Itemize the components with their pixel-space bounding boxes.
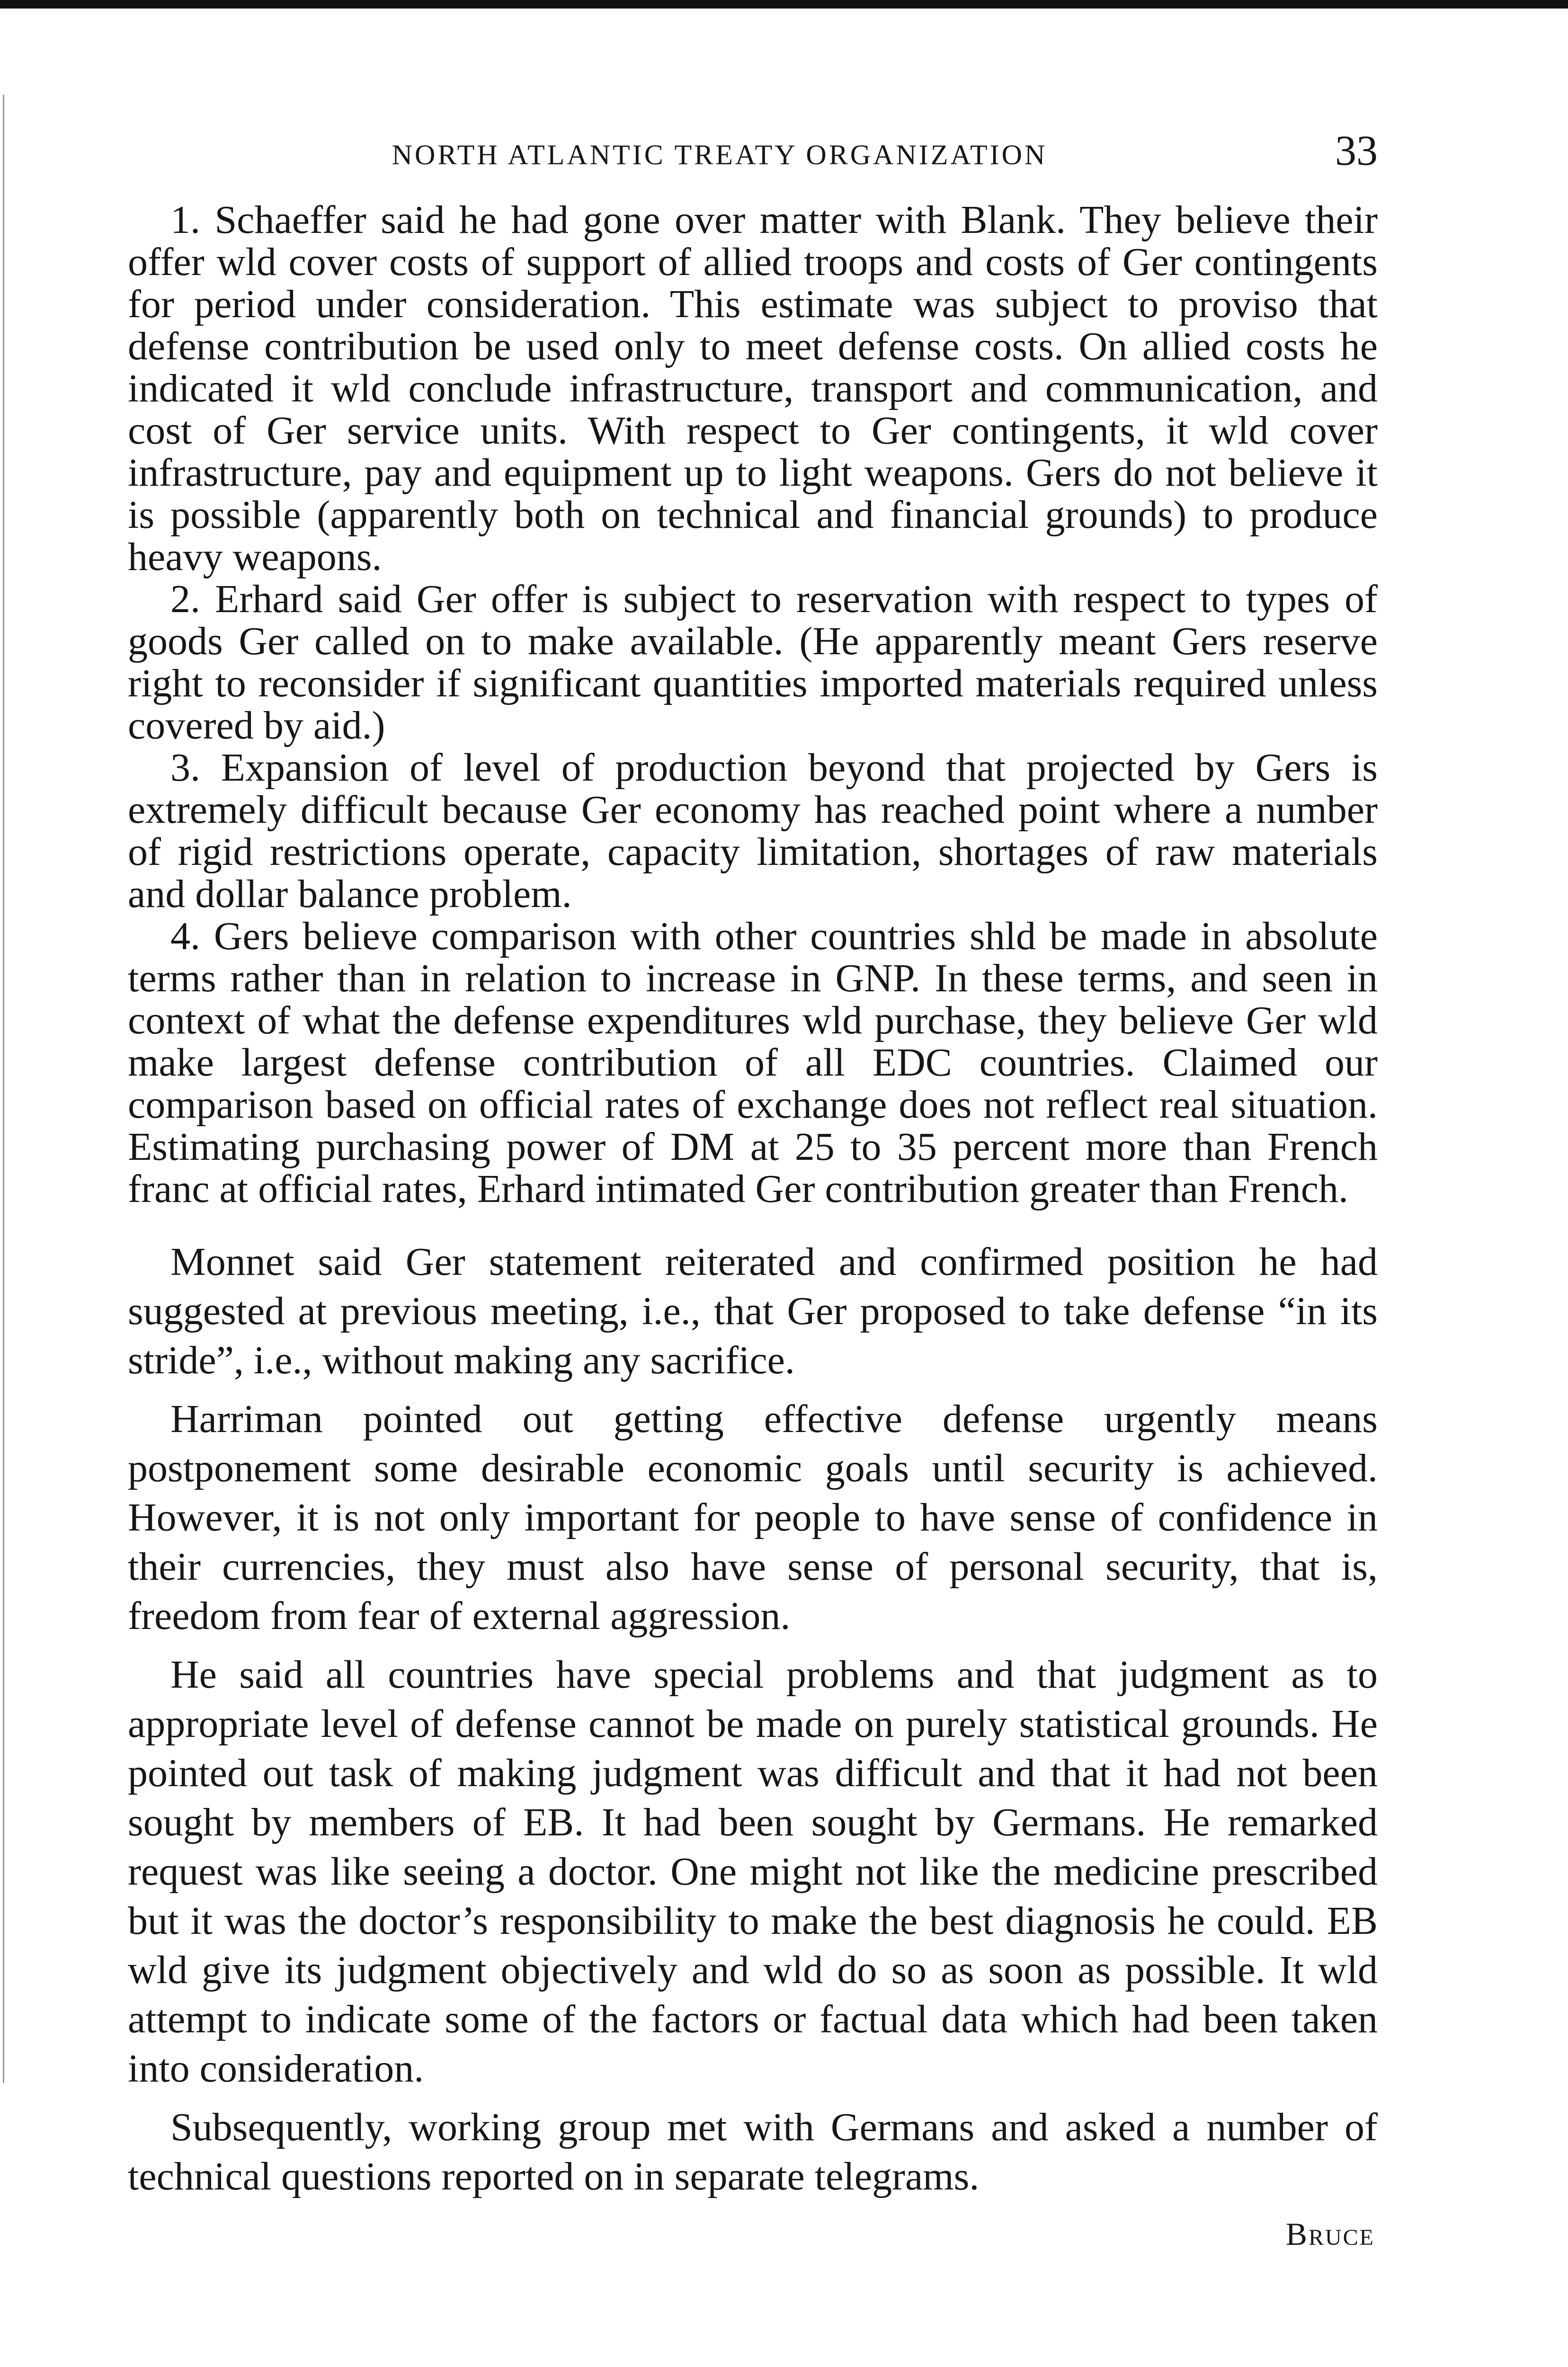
paragraph-item-3: 3. Expansion of level of production beyond that projected by Gers is extremely difficult because Ger economy has reached point where a number of rigid restrictions operate, capacity limitation, shortages of raw materials and dollar balance problem. — [128, 746, 1378, 916]
signature: Bruce — [1285, 2216, 1375, 2252]
top-border-rule — [0, 0, 1568, 9]
paragraph-item-2: 2. Erhard said Ger offer is subject to reservation with respect to types of goods Ger called on to make available. (He apparently meant Gers reserve right to reconsider if significant quantities imported materials required unless covered by aid.) — [128, 577, 1378, 747]
document-body — [128, 199, 1378, 2253]
page-left-edge — [3, 95, 4, 2083]
paragraph-monnet: Monnet said Ger statement reiterated and confirmed position he had suggested at previous meeting, i.e., that Ger proposed to take defense “in its stride”, i.e., without making any sacrifice. — [128, 1240, 1378, 1382]
paragraph-countries: He said all countries have special problems and that judgment as to appropriate level of defense cannot be made on purely statistical grounds. He pointed out task of making judgment was difficult and that it had not been sought by members of EB. It had been sought by Germans. He remarked request was like seeing a doctor. One might not like the medicine prescribed but it was the doctor’s responsibility to make the best diagnosis he could. EB wld give its judgment objectively and wld do so as soon as possible. It wld attempt to indicate some of the factors or factual data which had been taken into consideration. — [128, 1653, 1378, 2091]
paragraph-harriman: Harriman pointed out getting effective defense urgently means postponement some desirable economic goals until security is achieved. However, it is not only important for people to have sense of confidence in their currencies, they must also have sense of personal security, that is, freedom from fear of external aggression. — [128, 1397, 1378, 1638]
page-number: 33 — [1335, 127, 1378, 174]
paragraph-item-1: 1. Schaeffer said he had gone over matter with Blank. They believe their offer wld cover costs of support of allied troops and costs of Ger contingents for period under consideration. This estimate was subject to proviso that defense contribution be used only to meet defense costs. On allied costs he indicated it wld conclude infrastructure, transport and communication, and cost of Ger service units. With respect to Ger contingents, it wld cover infrastructure, pay and equipment up to light weapons. Gers do not believe it is possible (apparently both on technical and financial grounds) to produce heavy weapons. — [128, 198, 1378, 579]
running-header — [128, 125, 1378, 178]
paragraph-item-4: 4. Gers believe comparison with other countries shld be made in absolute terms rather than in relation to increase in GNP. In these terms, and seen in context of what the defense expenditures wld purchase, they believe Ger wld make largest defense contribution of all EDC countries. Claimed our comparison based on official rates of exchange does not reflect real situation. Estimating purchasing power of DM at 25 to 35 percent more than French franc at official rates, Erhard intimated Ger contribution greater than French. — [128, 914, 1378, 1211]
running-header-title: NORTH ATLANTIC TREATY ORGANIZATION — [392, 139, 1048, 170]
paragraph-subsequently: Subsequently, working group met with Germans and asked a number of technical questions reported on in separate telegrams. — [128, 2105, 1378, 2198]
